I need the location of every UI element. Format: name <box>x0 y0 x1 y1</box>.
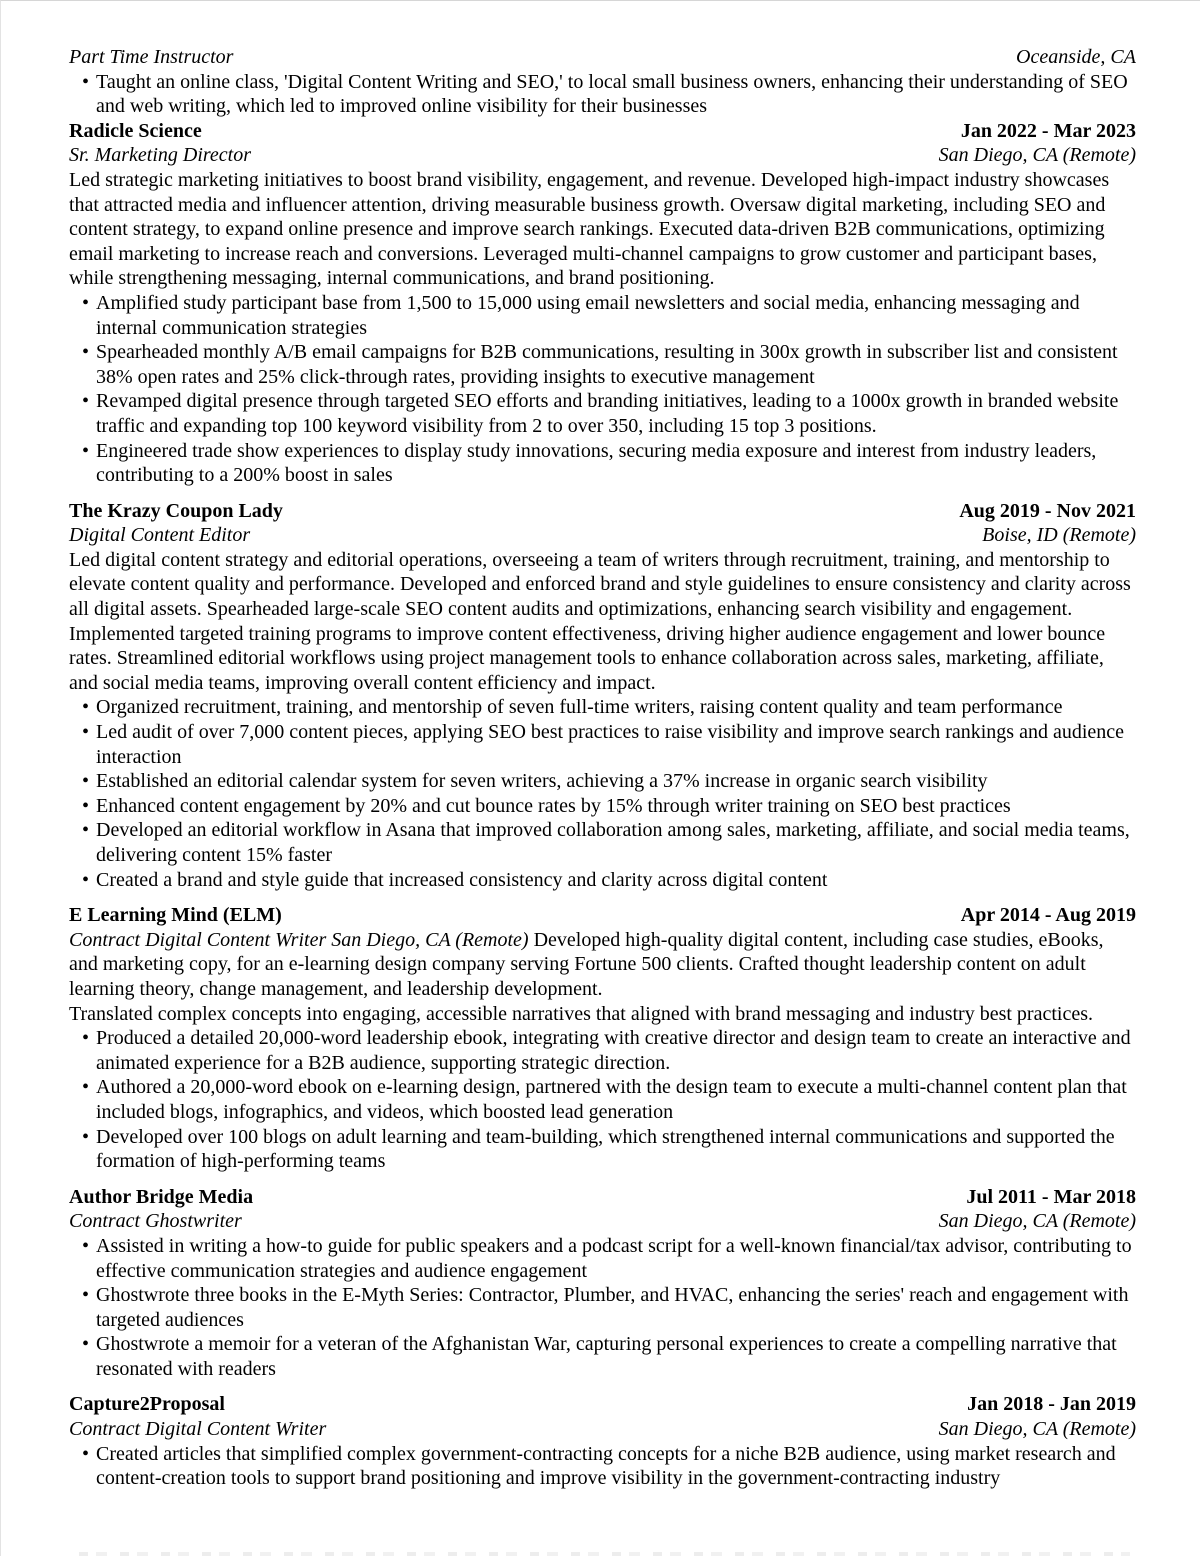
bullet-item: • Amplified study participant base from 1,500 to 15,000 using email newsletters and social media, enhancing messaging and internal communication strategies <box>69 291 1136 340</box>
company-row <box>69 1185 1136 1210</box>
job-summary: Led digital content strategy and editorial operations, overseeing a team of writers through recruitment, training, and mentorship to elevate content quality and performance. Developed and enforced brand and style guidelines to ensure consistency and clarity across all digital assets. Spearheaded large-scale SEO content audits and optimizations, enhancing search visibility and engagement. Implemented targeted training programs to improve content effectiveness, driving higher audience engagement and lower bounce rates. Streamlined editorial workflows using project management tools to enhance collaboration across sales, marketing, affiliate, and social media teams, improving overall content efficiency and impact. <box>69 548 1131 694</box>
entry-krazy-coupon-lady <box>69 499 1136 893</box>
employment-dates: Apr 2014 - Aug 2019 <box>960 904 1136 927</box>
bullet-item: • Developed an editorial workflow in Asana that improved collaboration among sales, marketing, affiliate, and social media teams, delivering content 15% faster <box>69 818 1136 867</box>
bullet-item: • Established an editorial calendar system for seven writers, achieving a 37% increase in organic search visibility <box>69 769 1136 794</box>
bullet-list <box>69 695 1136 892</box>
bullet-item: • Led audit of over 7,000 content pieces, applying SEO best practices to raise visibility and improve search rankings and audience interaction <box>69 720 1136 769</box>
bullet-item: • Developed over 100 blogs on adult learning and team-building, which strengthened internal communications and supported the formation of high-performing teams <box>69 1125 1136 1174</box>
entry-radicle-science <box>69 119 1136 488</box>
bullet-item: • Created a brand and style guide that increased consistency and clarity across digital content <box>69 868 1136 893</box>
role-title: Digital Content Editor <box>69 524 251 547</box>
entry-e-learning-mind <box>69 903 1136 1174</box>
job-location: San Diego, CA (Remote) <box>938 1210 1136 1233</box>
bullet-item: • Spearheaded monthly A/B email campaigns for B2B communications, resulting in 300x growth in subscriber list and consistent 38% open rates and 25% click-through rates, providing insights to executive management <box>69 340 1136 389</box>
company-row <box>69 1392 1136 1417</box>
role-row <box>69 45 1136 70</box>
employment-dates: Jan 2018 - Jan 2019 <box>967 1393 1136 1416</box>
role-row <box>69 1209 1136 1234</box>
job-location: San Diego, CA (Remote) <box>938 1418 1136 1441</box>
bullet-item: • Organized recruitment, training, and mentorship of seven full-time writers, raising content quality and team performance <box>69 695 1136 720</box>
company-name: E Learning Mind (ELM) <box>69 904 282 927</box>
job-summary: Led strategic marketing initiatives to boost brand visibility, engagement, and revenue. Developed high-impact industry showcases that attracted media and influencer attention, driving measurable business growth. Oversaw digital marketing, including SEO and content strategy, to expand online presence and improve search rankings. Executed data-driven B2B communications, optimizing email marketing to increase reach and conversions. Leveraged multi-channel campaigns to grow customer and participant bases, while strengthening messaging, internal communications, and brand positioning. <box>69 168 1110 290</box>
bullet-item: • Authored a 20,000-word ebook on e-learning design, partnered with the design team to execute a multi-channel content plan that included blogs, infographics, and videos, which boosted lead generation <box>69 1075 1136 1124</box>
bullet-item: • Produced a detailed 20,000-word leadership ebook, integrating with creative director and design team to create an interactive and animated experience for a B2B audience, supporting strategic direction. <box>69 1026 1136 1075</box>
employment-dates: Jan 2022 - Mar 2023 <box>960 119 1136 142</box>
role-row <box>69 143 1136 168</box>
role-row <box>69 523 1136 548</box>
bullet-list <box>69 1234 1136 1382</box>
role-location-inline: Contract Digital Content Writer San Diego, CA (Remote) <box>69 928 529 951</box>
company-name: Author Bridge Media <box>69 1185 254 1208</box>
company-name: Capture2Proposal <box>69 1393 225 1416</box>
role-title: Sr. Marketing Director <box>69 144 252 167</box>
company-row <box>69 903 1136 928</box>
role-row <box>69 1417 1136 1442</box>
bullet-item: • Assisted in writing a how-to guide for public speakers and a podcast script for a well-known financial/tax advisor, contributing to effective communication strategies and audience engagement <box>69 1234 1136 1283</box>
role-title: Contract Digital Content Writer <box>69 1418 327 1441</box>
company-name: The Krazy Coupon Lady <box>69 499 283 522</box>
bullet-item: • Revamped digital presence through targeted SEO efforts and branding initiatives, leading to a 1000x growth in branded website traffic and expanding top 100 keyword visibility from 2 to over 350, including 15 top 3 positions. <box>69 389 1136 438</box>
company-name: Radicle Science <box>69 119 202 142</box>
role-title: Part Time Instructor <box>69 46 234 68</box>
job-location: San Diego, CA (Remote) <box>938 144 1136 167</box>
bullet-list <box>69 70 1136 119</box>
bullet-item: • Enhanced content engagement by 20% and cut bounce rates by 15% through writer training on SEO best practices <box>69 794 1136 819</box>
bullet-list <box>69 1026 1136 1174</box>
bullet-item: • Taught an online class, 'Digital Content Writing and SEO,' to local small business owners, enhancing their understanding of SEO and web writing, which led to improved online visibility for their businesses <box>69 70 1136 119</box>
bullet-item: • Created articles that simplified complex government-contracting concepts for a niche B2B audience, using market research and content-creation tools to support brand positioning and improve visibility in the government-contracting industry <box>69 1442 1136 1491</box>
summary-text: Developed high-quality digital content, including case studies, eBooks, and marketing copy, for an e-learning design company serving Fortune 500 clients. Crafted thought leadership content on adult learning theory, change management, and leadership development. <box>69 928 1104 1000</box>
employment-dates: Jul 2011 - Mar 2018 <box>966 1185 1136 1208</box>
entry-capture2proposal <box>69 1392 1136 1490</box>
bullet-list <box>69 291 1136 488</box>
bullet-item: • Ghostwrote a memoir for a veteran of the Afghanistan War, capturing personal experiences to create a compelling narrative that resonated with readers <box>69 1332 1136 1381</box>
entry-author-bridge-media <box>69 1185 1136 1382</box>
job-location: Boise, ID (Remote) <box>982 524 1136 547</box>
role-title: Contract Ghostwriter <box>69 1210 242 1233</box>
cutoff-text-fragment <box>79 1552 1130 1556</box>
job-summary-2: Translated complex concepts into engaging, accessible narratives that aligned with brand messaging and industry best practices. <box>69 1002 1093 1025</box>
job-summary <box>69 928 1136 1002</box>
bullet-item: • Engineered trade show experiences to display study innovations, securing media exposure and interest from industry leaders, contributing to a 200% boost in sales <box>69 439 1136 488</box>
job-location: Oceanside, CA <box>1016 46 1136 68</box>
bullet-item: • Ghostwrote three books in the E-Myth Series: Contractor, Plumber, and HVAC, enhancing the series' reach and engagement with targeted audiences <box>69 1283 1136 1332</box>
entry-part-time-instructor <box>69 45 1136 119</box>
company-row <box>69 499 1136 524</box>
company-row <box>69 119 1136 144</box>
bullet-list <box>69 1442 1136 1491</box>
employment-dates: Aug 2019 - Nov 2021 <box>959 499 1136 522</box>
